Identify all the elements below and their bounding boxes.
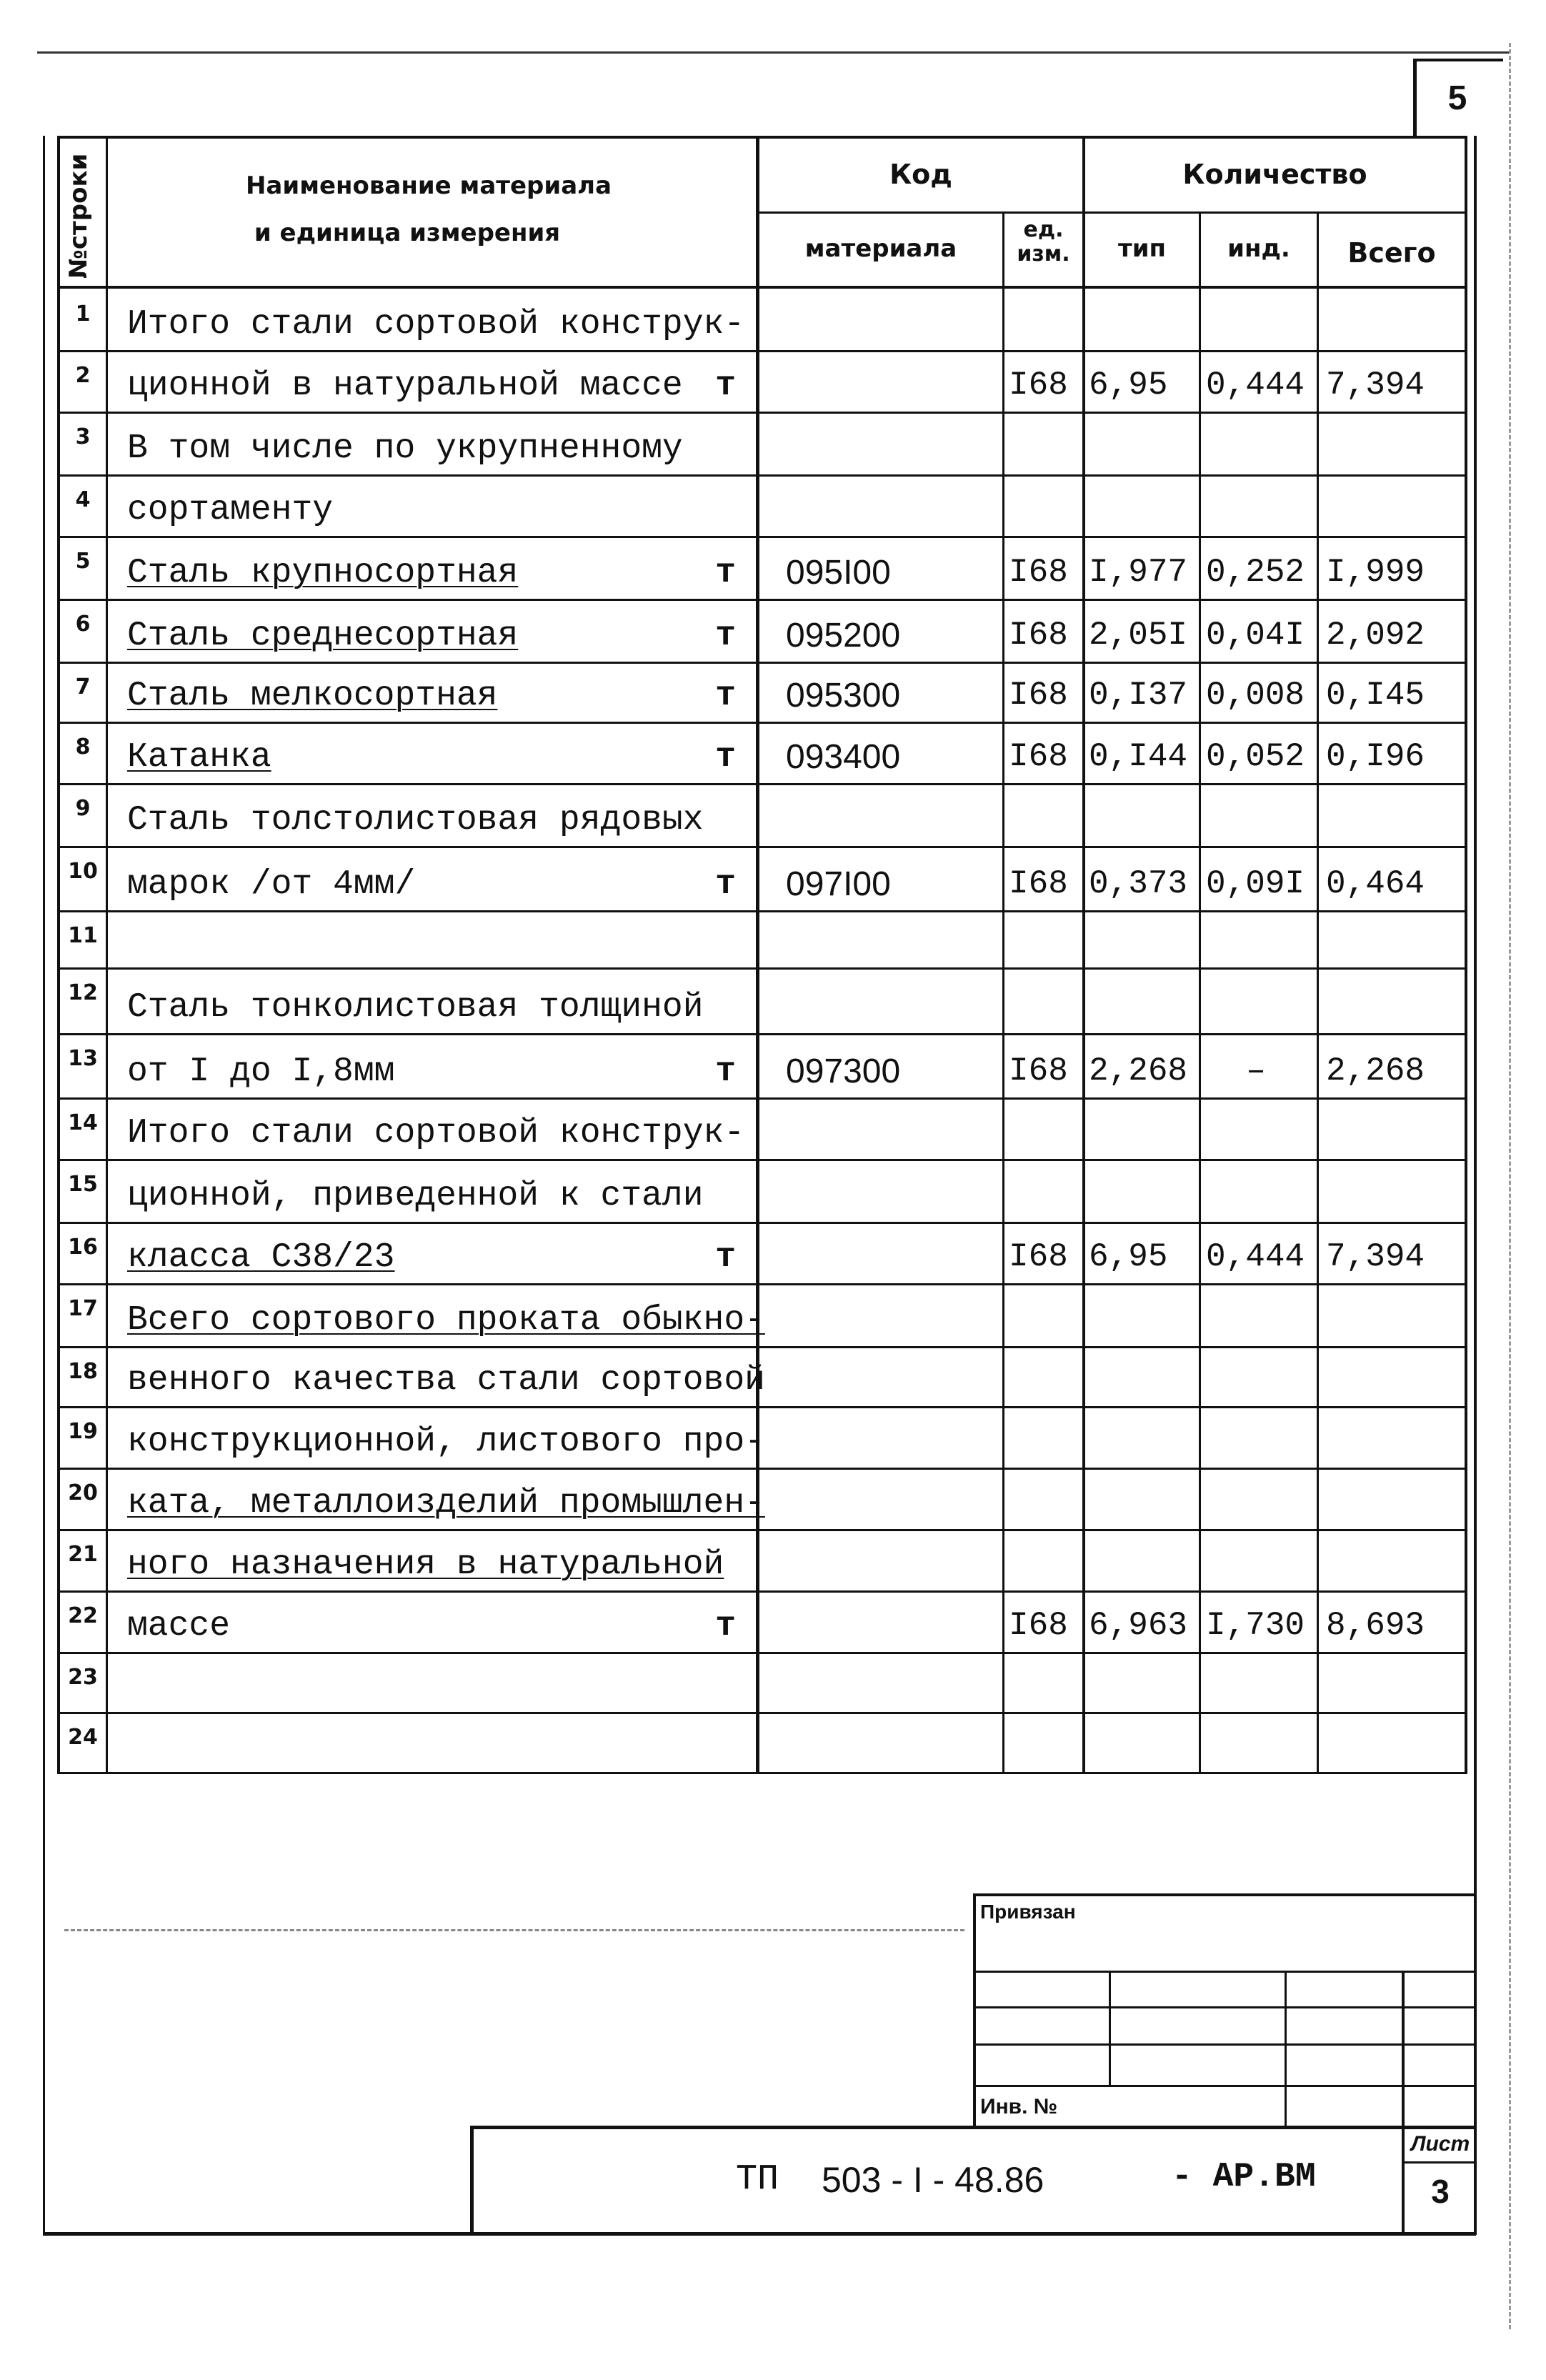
unit-label: т: [715, 677, 736, 715]
header-name-line1: Наименование материала: [245, 171, 612, 200]
header-qty-type: тип: [1117, 234, 1167, 263]
header-code-unit-line2: изм.: [1017, 242, 1070, 267]
frame-bottom: [43, 2232, 1476, 2236]
unit-code: I68: [1009, 1052, 1068, 1090]
qty-total: I,999: [1326, 554, 1425, 591]
row-number: 9: [75, 796, 91, 821]
qty-ind: I,730: [1206, 1607, 1305, 1644]
row-separator: [57, 1406, 1467, 1408]
header-code-material: материала: [804, 234, 957, 263]
page-number: 5: [1447, 79, 1467, 117]
page-number-box-top: [1413, 59, 1503, 61]
material-name: В том числе по укрупненному: [127, 429, 683, 468]
sheet-label: Лист: [1410, 2132, 1470, 2156]
material-code: 095I00: [786, 554, 891, 592]
qty-type: 0,I44: [1089, 738, 1188, 775]
row-number: 5: [75, 549, 91, 574]
unit-code: I68: [1009, 554, 1068, 591]
header-qty-ind: инд.: [1227, 234, 1290, 263]
header-qty-total: Всего: [1347, 237, 1436, 269]
sheet-label-line: [1402, 2161, 1476, 2164]
row-separator: [57, 474, 1467, 477]
row-separator: [57, 722, 1467, 724]
qty-type: I,977: [1089, 554, 1188, 591]
qty-total: 0,I96: [1326, 738, 1425, 775]
material-name: Сталь тонколистовая толщиной: [127, 988, 704, 1027]
qty-ind: 0,008: [1206, 677, 1305, 714]
row-number: 3: [75, 424, 91, 449]
qty-total: 0,I45: [1326, 677, 1425, 714]
material-name: ката, металлоизделий промышлен-: [127, 1484, 765, 1523]
material-name: Сталь крупносортная: [127, 554, 519, 592]
header-code-unit-line1: ед.: [1023, 217, 1064, 242]
row-separator: [57, 1652, 1467, 1654]
row-separator: [57, 1283, 1467, 1285]
row-number: 23: [68, 1665, 98, 1690]
col-line-ind: [1317, 213, 1319, 1772]
qty-type: 0,373: [1089, 865, 1188, 902]
row-number: 15: [68, 1172, 98, 1197]
unit-code: I68: [1009, 677, 1068, 714]
material-name: венного качества стали сортовой: [127, 1361, 765, 1400]
row-separator: [57, 1712, 1467, 1714]
row-number: 2: [75, 363, 91, 388]
row-number: 11: [68, 923, 98, 948]
row-separator: [57, 1097, 1467, 1100]
header-name-line2: и единица измерения: [254, 219, 561, 247]
row-separator: [57, 967, 1467, 970]
table-left: [57, 136, 60, 1772]
material-code: 097I00: [786, 865, 891, 903]
unit-code: I68: [1009, 367, 1068, 404]
qty-ind: 0,252: [1206, 554, 1305, 591]
frame-left: [43, 136, 45, 2235]
qty-ind: 0,052: [1206, 738, 1305, 775]
unit-label: т: [715, 1607, 736, 1645]
material-name: марок /от 4мм/: [127, 865, 416, 904]
unit-label: т: [715, 738, 736, 777]
row-number: 24: [68, 1725, 98, 1750]
material-name: класса С38/23: [127, 1238, 395, 1277]
stamp-top: [973, 1893, 1477, 1896]
row-number: 14: [68, 1110, 98, 1135]
material-code: 095200: [786, 617, 901, 654]
qty-total: 7,394: [1326, 1238, 1425, 1275]
row-number: 19: [68, 1419, 98, 1444]
col-line-rownum: [106, 136, 108, 1772]
header-code-group: Код: [889, 159, 952, 190]
row-separator: [57, 1033, 1467, 1035]
unit-label: т: [715, 1052, 736, 1091]
sheet-number: 3: [1431, 2173, 1450, 2210]
frame-right: [1474, 136, 1477, 2235]
unit-code: I68: [1009, 865, 1068, 902]
row-number: 22: [68, 1603, 98, 1628]
unit-label: т: [715, 617, 736, 655]
row-number: 17: [68, 1296, 98, 1321]
doc-code-suffix: - АР.ВМ: [1172, 2158, 1316, 2196]
row-number: 18: [68, 1359, 98, 1384]
row-separator: [57, 783, 1467, 785]
row-number: 21: [68, 1542, 98, 1567]
row-number: 20: [68, 1480, 98, 1505]
qty-type: 2,05I: [1089, 617, 1188, 654]
qty-total: 8,693: [1326, 1607, 1425, 1644]
row-separator: [57, 910, 1467, 912]
right-edge-dashes: [1509, 43, 1511, 2329]
stamp-col-1: [1109, 1971, 1111, 2085]
material-name: сортаменту: [127, 491, 334, 529]
stamp-bound-label: Привязан: [980, 1901, 1076, 1923]
col-line-unit: [1082, 136, 1085, 1772]
material-name: ного назначения в натуральной: [127, 1545, 724, 1584]
qty-ind: 0,444: [1206, 367, 1305, 404]
row-number: 1: [75, 302, 91, 327]
material-name: Итого стали сортовой конструк-: [127, 305, 745, 344]
row-number: 10: [68, 859, 98, 884]
stamp-left: [973, 1893, 976, 2129]
row-separator: [57, 1468, 1467, 1470]
row-separator: [57, 350, 1467, 352]
qty-type: 6,95: [1089, 1238, 1168, 1275]
qty-type: 2,268: [1089, 1052, 1188, 1090]
qty-total: 2,268: [1326, 1052, 1425, 1090]
doc-code-prefix: ТП: [736, 2159, 779, 2200]
qty-ind: 0,09I: [1206, 865, 1305, 902]
row-number: 4: [75, 487, 91, 512]
qty-ind: 0,04I: [1206, 617, 1305, 654]
material-code: 095300: [786, 677, 901, 715]
row-separator: [57, 1529, 1467, 1531]
material-name: от I до I,8мм: [127, 1052, 395, 1091]
qty-type: 6,95: [1089, 367, 1168, 404]
header-code-unit: [1004, 218, 1082, 267]
qty-total: 2,092: [1326, 617, 1425, 654]
material-name: Сталь толстолистовая рядовых: [127, 801, 704, 840]
unit-code: I68: [1009, 1607, 1068, 1644]
material-name: ционной в натуральной массе: [127, 367, 683, 405]
col-line-name: [756, 136, 759, 1772]
unit-code: I68: [1009, 1238, 1068, 1275]
qty-total: 7,394: [1326, 367, 1425, 404]
title-block-left: [470, 2126, 474, 2233]
material-name: Всего сортового проката обыкно-: [127, 1301, 765, 1340]
header-row-number: №строки: [64, 153, 93, 279]
row-separator: [57, 599, 1467, 601]
material-name: конструкционной, листового про-: [127, 1423, 765, 1461]
qty-ind: 0,444: [1206, 1238, 1305, 1275]
page-number-box-left: [1413, 59, 1417, 137]
material-name: ционной, приведенной к стали: [127, 1177, 704, 1215]
material-name: Итого стали сортовой конструк-: [127, 1114, 745, 1152]
dashed-line: [64, 1929, 964, 1931]
doc-code-number: 503 - I - 48.86: [822, 2160, 1044, 2200]
unit-label: т: [715, 554, 736, 592]
material-name: массе: [127, 1607, 231, 1645]
unit-code: I68: [1009, 617, 1068, 654]
unit-label: т: [715, 865, 736, 904]
unit-code: I68: [1009, 738, 1068, 775]
qty-type: 6,963: [1089, 1607, 1188, 1644]
row-number: 16: [68, 1235, 98, 1260]
material-name: Сталь среднесортная: [127, 617, 519, 655]
row-separator: [57, 1346, 1467, 1348]
row-separator: [57, 1590, 1467, 1593]
unit-label: т: [715, 367, 736, 405]
row-separator: [57, 536, 1467, 538]
qty-ind: –: [1246, 1052, 1266, 1090]
material-name: Сталь мелкосортная: [127, 677, 498, 715]
row-separator: [57, 1222, 1467, 1224]
top-border-line: [37, 51, 1509, 54]
row-separator: [57, 662, 1467, 664]
row-separator: [57, 846, 1467, 848]
col-line-code: [1002, 213, 1004, 1772]
row-number: 13: [68, 1046, 98, 1071]
header-bottom-line: [57, 286, 1467, 289]
header-top-line: [57, 136, 1467, 139]
material-code: 093400: [786, 738, 901, 776]
row-separator: [57, 1772, 1467, 1774]
unit-label: т: [715, 1238, 736, 1277]
row-number: 6: [75, 612, 91, 637]
row-number: 8: [75, 735, 91, 760]
stamp-col-2: [1285, 1971, 1287, 2129]
title-block-top: [470, 2126, 1476, 2129]
material-name: Катанка: [127, 738, 271, 777]
header-qty-group: Количество: [1182, 159, 1367, 190]
qty-total: 0,464: [1326, 865, 1425, 902]
header-mid-line: [756, 211, 1467, 214]
row-separator: [57, 1159, 1467, 1161]
material-code: 097300: [786, 1052, 901, 1090]
row-number: 12: [68, 980, 98, 1005]
table-right: [1465, 136, 1467, 1772]
row-separator: [57, 412, 1467, 414]
row-number: 7: [75, 674, 91, 699]
stamp-inv-label: Инв. №: [980, 2095, 1058, 2118]
qty-type: 0,I37: [1089, 677, 1188, 714]
col-line-tip: [1199, 213, 1201, 1772]
